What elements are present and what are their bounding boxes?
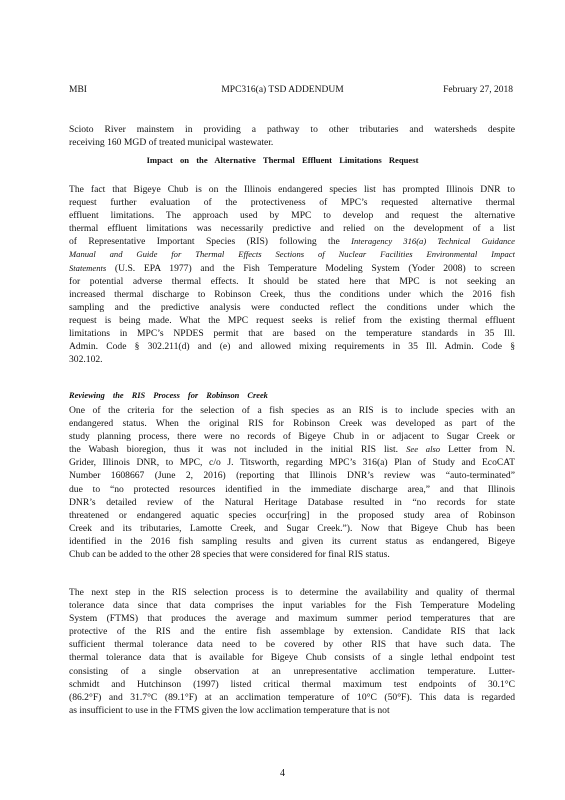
text-line: Scioto River mainstem in providing a pathway to other tributaries and watersheds despite bbox=[69, 124, 515, 135]
text-line: System (FTMS) that produces the average and maximum summer period temperatures that are bbox=[69, 613, 515, 625]
text-line: The next step in the RIS selection process is to determine the availability and quality of thermal bbox=[69, 587, 515, 598]
text-line: Grider, Illinois DNR, to MPC, c/o J. Titsworth, regarding MPC’s 316(a) Plan of Study and EcoCAT bbox=[69, 457, 515, 469]
signal-phrase: See also bbox=[406, 444, 441, 455]
text-line: sampling and the predictive analysis were conducted reflect the conditions under which the bbox=[69, 301, 515, 313]
header-date: February 27, 2018 bbox=[443, 85, 513, 95]
text-line: endangered status. When the original RIS for Robinson Creek was developed as part of the bbox=[69, 418, 515, 430]
text-run: Letter from N. bbox=[440, 444, 515, 456]
text-line bbox=[69, 235, 515, 248]
text-line: (86.2°F) and 31.7°C (89.1°F) at an acclimation temperature of 10°C (50°F). This data is regarded bbox=[69, 691, 515, 703]
text-line: identified in the 2016 fish sampling results and given its current status as endangered, Bigeye bbox=[69, 535, 515, 547]
text-line: thermal tolerance data that is available for Bigeye Chub consists of a single lethal endpoint test bbox=[69, 652, 515, 664]
text-line: consisting of a single observation at an unrepresentative acclimation temperature. Lutter- bbox=[69, 665, 515, 677]
text-run: (U.S. EPA 1977) and the Fish Temperature Modeling System (Yoder 2008) to screen bbox=[106, 262, 515, 274]
text-line: effluent limitations. The approach used by MPC to develop and request the alternative bbox=[69, 210, 515, 222]
subsection-heading: Reviewing the RIS Process for Robinson Creek bbox=[69, 391, 268, 400]
text-line: sufficient thermal tolerance data need to be covered by other RIS that have such data. The bbox=[69, 639, 515, 651]
intro-paragraph bbox=[69, 123, 515, 149]
text-line bbox=[69, 262, 515, 275]
text-line: DNR’s detailed review of the Natural Heritage Database resulted in “no records for state bbox=[69, 496, 515, 508]
text-line bbox=[69, 443, 515, 456]
citation-title: Manual and Guide for Thermal Effects Sections of Nuclear Facilities Environmental Impact bbox=[69, 249, 515, 260]
text-line: increased thermal discharge to Robinson Creek, thus the conditions under which the 2016 fish bbox=[69, 288, 515, 300]
text-line: for potential adverse thermal effects. It should be stated here that MPC is not seeking an bbox=[69, 275, 515, 287]
paragraph-2 bbox=[69, 404, 515, 561]
text-line: request further evaluation of the protectiveness of MPC’s requested alternative thermal bbox=[69, 197, 515, 209]
text-line: Chub can be added to the other 28 species that were considered for final RIS status. bbox=[69, 549, 390, 561]
text-line: study planning process, there were no records of Bigeye Chub in or adjacent to Sugar Creek or bbox=[69, 431, 515, 443]
citation-title: Statements bbox=[69, 262, 107, 273]
text-line: as insufficient to use in the FTMS given the low acclimation temperature that is not bbox=[69, 704, 390, 716]
paragraph-3 bbox=[69, 586, 515, 717]
header-left: MBI bbox=[69, 85, 87, 95]
text-run: of Representative Important Species (RIS) following the bbox=[69, 236, 352, 248]
text-line: schmidt and Hutchinson (1997) listed critical thermal maximum test endpoints of 30.1°C bbox=[69, 678, 515, 690]
citation-title: Interagency 316(a) Technical Guidance bbox=[351, 236, 515, 247]
text-run: the Wabash bioregion, thus it was not included in the initial RIS list. bbox=[69, 444, 407, 456]
text-line: Creek and its tributaries, Lamotte Creek, and Sugar Creek.”). Now that Bigeye Chub has been bbox=[69, 522, 515, 534]
text-line: Number 1608667 (June 2, 2016) (reporting that Illinois DNR’s review was “auto-terminated” bbox=[69, 470, 515, 482]
text-line: The fact that Bigeye Chub is on the Illinois endangered species list has prompted Illinois DNR to bbox=[69, 184, 515, 195]
text-line: threatened or endangered aquatic species occur[ring] in the proposed study area of Robinson bbox=[69, 509, 515, 521]
text-line: thermal effluent limitations was necessarily predictive and relied on the development of a list bbox=[69, 223, 515, 235]
text-line: limitations in MPC’s NPDES permit that are based on the temperature standards in 35 Ill. bbox=[69, 328, 515, 340]
text-line: tolerance data since that data comprises the input variables for the Fish Temperature Modeling bbox=[69, 600, 515, 612]
text-line: request is being made. What the MPC request seeks is relief from the existing thermal effluent bbox=[69, 314, 515, 326]
header-title: MPC316(a) TSD ADDENDUM bbox=[221, 85, 344, 95]
text-line: protective of the RIS and the entire fish assemblage by extension. Candidate RIS that lack bbox=[69, 626, 515, 638]
text-line: 302.102. bbox=[69, 354, 103, 366]
text-line: receiving 160 MGD of treated municipal wastewater. bbox=[69, 137, 274, 149]
section-heading: Impact on the Alternative Thermal Effluent Limitations Request bbox=[146, 155, 419, 165]
paragraph-1 bbox=[69, 183, 515, 366]
page-number: 4 bbox=[280, 768, 285, 779]
text-line: One of the criteria for the selection of a fish species as an RIS is to include species with an bbox=[69, 405, 515, 416]
text-line: due to “no protected resources identified in the immediate discharge area,” and that Illinois bbox=[69, 483, 515, 495]
text-line: Admin. Code § 302.211(d) and (e) and allowed mixing requirements in 35 Ill. Admin. Code § bbox=[69, 341, 515, 353]
